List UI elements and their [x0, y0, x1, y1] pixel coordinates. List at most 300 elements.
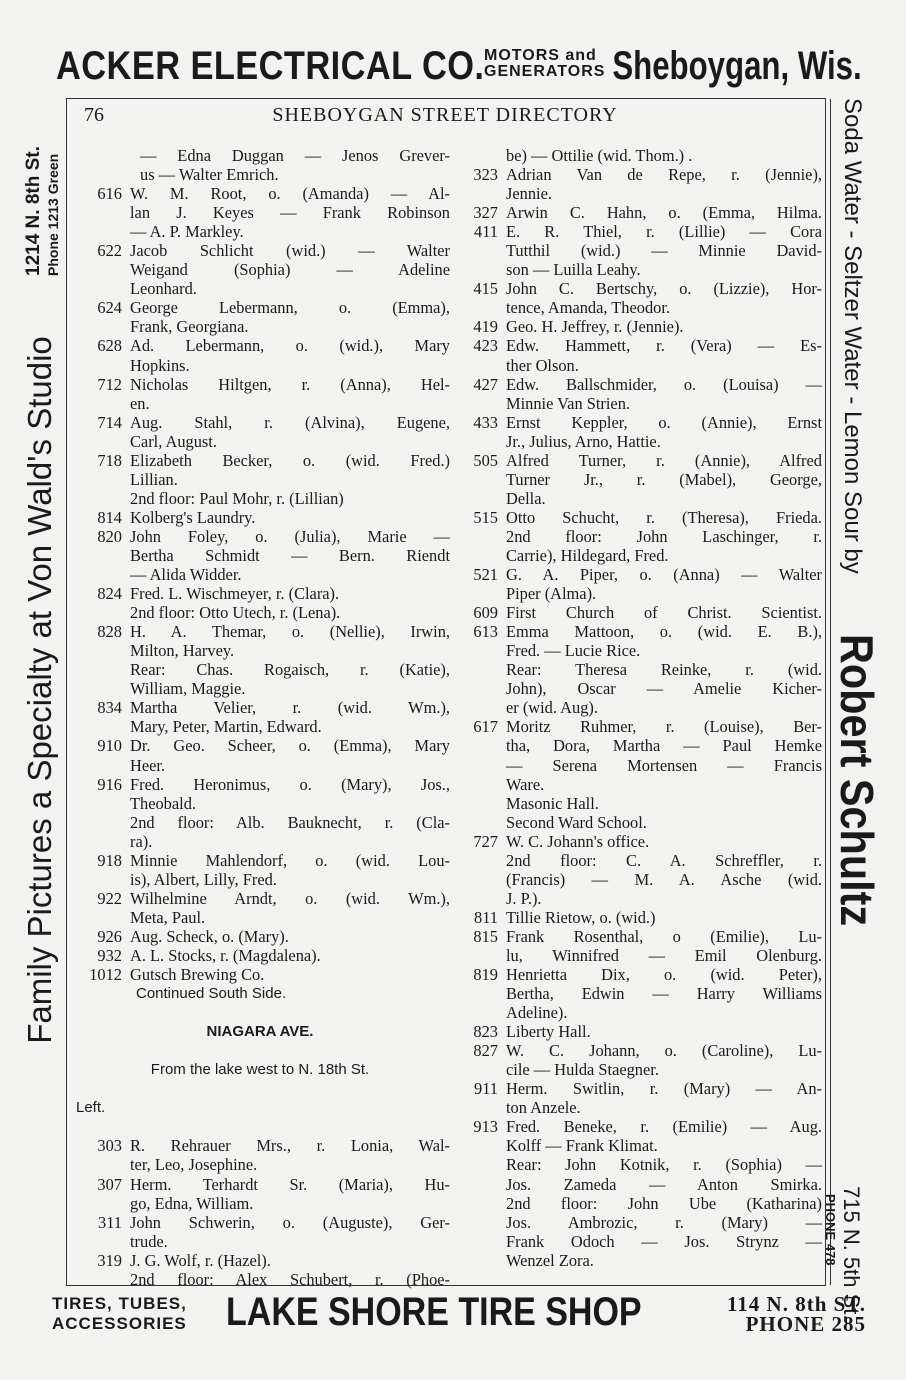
directory-line: [70, 717, 450, 736]
resident-text: ra).: [130, 831, 153, 851]
directory-line: [70, 165, 450, 184]
resident-text: John), Oscar — Amelie Kicher-: [506, 679, 822, 699]
resident-text: Minnie Van Strien.: [506, 393, 630, 413]
page-title: SHEBOYGAN STREET DIRECTORY: [272, 104, 618, 126]
house-number: 1012: [89, 965, 122, 985]
resident-text: Tutthil (wid.) — Minnie David-: [506, 241, 822, 261]
directory-line: [462, 1213, 822, 1232]
directory-line: [462, 851, 822, 870]
resident-text: Aug. Stahl, r. (Alvina), Eugene,: [130, 412, 450, 432]
directory-line: [70, 1270, 450, 1289]
resident-text: Fred. Heronimus, o. (Mary), Jos.,: [130, 774, 450, 794]
resident-text: Dr. Geo. Scheer, o. (Emma), Mary: [130, 736, 450, 756]
resident-text: is), Albert, Lilly, Fred.: [130, 869, 277, 889]
house-number: 918: [97, 850, 122, 870]
resident-text: en.: [130, 393, 150, 413]
house-number: 311: [98, 1212, 122, 1232]
house-number: 910: [97, 736, 122, 756]
directory-line: [462, 1060, 822, 1079]
directory-line: [462, 527, 822, 546]
resident-text: Nicholas Hiltgen, r. (Anna), Hel-: [130, 374, 450, 394]
directory-line: [462, 1194, 822, 1213]
resident-text: Minnie Mahlendorf, o. (wid. Lou-: [130, 850, 450, 870]
directory-line: [70, 889, 450, 908]
directory-line: [462, 679, 822, 698]
house-number: 814: [97, 507, 122, 527]
resident-text: G. A. Piper, o. (Anna) — Walter: [506, 565, 822, 585]
house-number: 307: [97, 1174, 122, 1194]
resident-text: Ware.: [506, 774, 545, 794]
directory-line: [70, 775, 450, 794]
resident-text: Kolberg's Laundry.: [130, 507, 256, 527]
directory-line: [462, 584, 822, 603]
house-number: 624: [97, 298, 122, 318]
directory-line: [462, 622, 822, 641]
resident-text: us — Walter Emrich.: [140, 165, 279, 185]
left-column: [70, 146, 450, 1289]
directory-line: [70, 698, 450, 717]
bottom-ad-contact: [727, 1294, 866, 1334]
house-number: 827: [473, 1041, 498, 1061]
directory-line: [70, 470, 450, 489]
house-number: 828: [97, 622, 122, 642]
house-number: 911: [474, 1079, 498, 1099]
directory-line: [70, 946, 450, 965]
resident-text: Liberty Hall.: [506, 1022, 591, 1042]
resident-text: ton Anzele.: [506, 1098, 581, 1118]
directory-line: [462, 279, 822, 298]
directory-line: [70, 146, 450, 165]
directory-line: [462, 298, 822, 317]
resident-text: 2nd floor: C. A. Schreffler, r.: [506, 850, 822, 870]
resident-text: Frank Rosenthal, o (Emilie), Lu-: [506, 926, 822, 946]
directory-line: [70, 870, 450, 889]
resident-text: Hopkins.: [130, 355, 190, 375]
resident-text: Bertha, Edwin — Harry Williams: [506, 984, 822, 1004]
directory-line: [70, 432, 450, 451]
directory-line: [462, 241, 822, 260]
resident-text: William, Maggie.: [130, 679, 246, 699]
resident-text: ther Olson.: [506, 355, 579, 375]
directory-line: [70, 984, 450, 1003]
resident-text: 2nd floor: Paul Mohr, r. (Lillian): [130, 488, 344, 508]
resident-text: First Church of Christ. Scientist.: [506, 603, 822, 623]
resident-text: Jr., Julius, Arno, Hattie.: [506, 431, 661, 451]
house-number: 609: [473, 603, 498, 623]
directory-line: [462, 432, 822, 451]
resident-text: NIAGARA AVE.: [206, 1023, 314, 1041]
resident-text: Wilhelmine Arndt, o. (wid. Wm.),: [130, 888, 450, 908]
directory-line: [462, 165, 822, 184]
resident-text: ter, Leo, Josephine.: [130, 1155, 258, 1175]
resident-text: cile — Hulda Staegner.: [506, 1060, 659, 1080]
resident-text: Aug. Scheck, o. (Mary).: [130, 926, 289, 946]
resident-text: Continued South Side.: [136, 985, 287, 1003]
house-number: 824: [97, 584, 122, 604]
left-ad-phone: Phone 1213 Green: [45, 153, 61, 276]
directory-line: [462, 260, 822, 279]
resident-text: Leonhard.: [130, 279, 197, 299]
resident-text: Alfred Turner, r. (Annie), Alfred: [506, 450, 822, 470]
house-number: 411: [474, 222, 498, 242]
house-number: 427: [473, 374, 498, 394]
directory-line: [70, 1251, 450, 1270]
resident-text: Gutsch Brewing Co.: [130, 965, 265, 985]
directory-line: [70, 451, 450, 470]
house-number: 819: [473, 965, 498, 985]
directory-line: [462, 1136, 822, 1155]
directory-line: [462, 736, 822, 755]
resident-text: Jos. Zameda — Anton Smirka.: [506, 1174, 822, 1194]
directory-line: [462, 356, 822, 375]
house-number: 811: [474, 907, 498, 927]
directory-line: [462, 698, 822, 717]
resident-text: be) — Ottilie (wid. Thom.) .: [506, 146, 693, 165]
top-advertisement: [48, 38, 868, 98]
right-ad-phone: PHONE 478: [823, 1194, 838, 1266]
house-number: 521: [473, 565, 498, 585]
bottom-ad-line1: TIRES, TUBES,: [52, 1294, 187, 1313]
directory-line: [70, 584, 450, 603]
resident-text: — Serena Mortensen — Francis: [506, 755, 822, 775]
directory-line: [462, 603, 822, 622]
resident-text: tha, Dora, Martha — Paul Hemke: [506, 736, 822, 756]
resident-text: E. R. Thiel, r. (Lillie) — Cora: [506, 222, 822, 242]
resident-text: trude.: [130, 1231, 168, 1251]
directory-line: [462, 775, 822, 794]
resident-text: Jacob Schlicht (wid.) — Walter: [130, 241, 450, 261]
directory-line: [462, 870, 822, 889]
resident-text: son — Luilla Leahy.: [506, 260, 641, 280]
resident-text: Left.: [76, 1099, 106, 1117]
resident-text: Moritz Ruhmer, r. (Louise), Ber-: [506, 717, 822, 737]
directory-line: [70, 508, 450, 527]
directory-line: [70, 641, 450, 660]
resident-text: lan J. Keyes — Frank Robinson: [130, 203, 450, 223]
left-ad-address: 1214 N. 8th St.: [23, 146, 44, 276]
resident-text: W. M. Root, o. (Amanda) — Al-: [130, 184, 450, 204]
resident-text: er (wid. Aug).: [506, 698, 598, 718]
directory-line: [70, 546, 450, 565]
house-number: 916: [97, 774, 122, 794]
resident-text: Ad. Lebermann, o. (wid.), Mary: [130, 336, 450, 356]
resident-text: Weigand (Sophia) — Adeline: [130, 260, 450, 280]
directory-line: [70, 260, 450, 279]
house-number: 419: [473, 317, 498, 337]
house-number: 515: [473, 507, 498, 527]
resident-text: From the lake west to N. 18th St.: [150, 1061, 370, 1079]
left-ad-contact: [0, 40, 61, 280]
resident-text: John Schwerin, o. (Auguste), Ger-: [130, 1212, 450, 1232]
directory-line: [70, 1003, 450, 1022]
directory-line: [70, 851, 450, 870]
right-ad-address: 715 N. 5th St.: [839, 1186, 864, 1321]
directory-line: [70, 794, 450, 813]
house-number: 922: [97, 888, 122, 908]
directory-line: [462, 336, 822, 355]
directory-line: [70, 1194, 450, 1213]
house-number: 727: [473, 831, 498, 851]
resident-text: John Foley, o. (Julia), Marie —: [130, 526, 450, 546]
directory-line: [70, 1117, 450, 1136]
directory-line: [70, 736, 450, 755]
directory-line: [70, 1155, 450, 1174]
resident-text: Frank, Georgiana.: [130, 317, 249, 337]
resident-text: Geo. H. Jeffrey, r. (Jennie).: [506, 317, 684, 337]
directory-line: [462, 794, 822, 813]
resident-text: Second Ward School.: [506, 812, 647, 832]
resident-text: Masonic Hall.: [506, 793, 599, 813]
directory-line: [462, 1117, 822, 1136]
resident-text: Rear: John Kotnik, r. (Sophia) —: [506, 1155, 822, 1175]
resident-text: Meta, Paul.: [130, 907, 206, 927]
directory-line: [70, 603, 450, 622]
house-number: 712: [97, 374, 122, 394]
directory-line: [70, 1136, 450, 1155]
directory-line: [70, 527, 450, 546]
house-number: 926: [97, 926, 122, 946]
resident-text: Frank Odoch — Jos. Strynz —: [506, 1231, 822, 1251]
directory-line: [70, 756, 450, 775]
resident-text: Carrie), Hildegard, Fred.: [506, 545, 669, 565]
resident-text: tence, Amanda, Theodor.: [506, 298, 671, 318]
bottom-advertisement: [52, 1290, 872, 1340]
directory-line: [462, 908, 822, 927]
resident-text: Edw. Ballschmider, o. (Louisa) —: [506, 374, 822, 394]
resident-text: — Edna Duggan — Jenos Grever-: [140, 146, 450, 165]
resident-text: H. A. Themar, o. (Nellie), Irwin,: [130, 622, 450, 642]
directory-line: [70, 908, 450, 927]
directory-line: [70, 489, 450, 508]
directory-line: [462, 1175, 822, 1194]
resident-text: Mary, Peter, Martin, Edward.: [130, 717, 322, 737]
directory-line: [462, 1155, 822, 1174]
directory-line: [70, 927, 450, 946]
house-number: 433: [473, 412, 498, 432]
resident-text: Arwin C. Hahn, o. (Emma, Hilma.: [506, 203, 822, 223]
resident-text: 2nd floor: John Ube (Katharina): [506, 1193, 822, 1213]
directory-line: [70, 565, 450, 584]
directory-line: [462, 813, 822, 832]
directory-line: [462, 451, 822, 470]
resident-text: Wenzel Zora.: [506, 1250, 594, 1270]
directory-line: [462, 1098, 822, 1117]
resident-text: George Lebermann, o. (Emma),: [130, 298, 450, 318]
directory-line: [462, 375, 822, 394]
house-number: 823: [473, 1022, 498, 1042]
resident-text: Kolff — Frank Klimat.: [506, 1136, 658, 1156]
resident-text: R. Rehrauer Mrs., r. Lonia, Wal-: [130, 1136, 450, 1156]
directory-line: [462, 546, 822, 565]
directory-line: [462, 184, 822, 203]
directory-line: [462, 394, 822, 413]
directory-line: [462, 146, 822, 165]
ad-city: Sheboygan, Wis.: [612, 44, 862, 88]
bottom-ad-line2: ACCESSORIES: [52, 1314, 187, 1333]
resident-text: W. C. Johann's office.: [506, 831, 650, 851]
directory-line: [462, 717, 822, 736]
directory-line: [462, 927, 822, 946]
directory-line: [70, 241, 450, 260]
directory-line: [70, 660, 450, 679]
resident-text: Carl, August.: [130, 431, 217, 451]
house-number: 622: [97, 241, 122, 261]
resident-text: J. P.).: [506, 888, 542, 908]
resident-text: Martha Velier, r. (wid. Wm.),: [130, 698, 450, 718]
page-number: 76: [84, 104, 104, 126]
directory-line: [462, 1232, 822, 1251]
directory-line: [462, 641, 822, 660]
directory-line: [70, 184, 450, 203]
resident-text: Jennie.: [506, 184, 552, 204]
resident-text: 2nd floor: Alex Schubert, r. (Phoe-: [130, 1269, 450, 1289]
directory-line: [70, 298, 450, 317]
directory-line: [70, 317, 450, 336]
directory-line: [70, 394, 450, 413]
bottom-ad-phone: PHONE 285: [745, 1312, 866, 1336]
resident-text: W. C. Johann, o. (Caroline), Lu-: [506, 1041, 822, 1061]
resident-text: Edw. Hammett, r. (Vera) — Es-: [506, 336, 822, 356]
directory-line: [462, 489, 822, 508]
house-number: 613: [473, 622, 498, 642]
house-number: 815: [473, 926, 498, 946]
directory-line: [462, 756, 822, 775]
right-advertisement: [823, 90, 886, 1321]
directory-line: [462, 1022, 822, 1041]
directory-line: [70, 279, 450, 298]
resident-text: J. G. Wolf, r. (Hazel).: [130, 1250, 271, 1270]
resident-text: Adeline).: [506, 1003, 568, 1023]
directory-line: [462, 965, 822, 984]
resident-text: 2nd floor: Otto Utech, r. (Lena).: [130, 603, 341, 623]
resident-text: Otto Schucht, r. (Theresa), Frieda.: [506, 507, 822, 527]
directory-line: [462, 1079, 822, 1098]
house-number: 628: [97, 336, 122, 356]
directory-line: [70, 413, 450, 432]
directory-line: [462, 1003, 822, 1022]
resident-text: Rear: Theresa Reinke, r. (wid.: [506, 660, 822, 680]
page-header: [66, 104, 824, 130]
directory-line: [70, 622, 450, 641]
directory-line: [462, 413, 822, 432]
resident-text: A. L. Stocks, r. (Magdalena).: [130, 945, 321, 965]
directory-line: [462, 1041, 822, 1060]
house-number: 327: [473, 203, 498, 223]
resident-text: Tillie Rietow, o. (wid.): [506, 907, 656, 927]
directory-line: [462, 203, 822, 222]
house-number: 718: [97, 450, 122, 470]
resident-text: Bertha Schmidt — Bern. Riendt: [130, 545, 450, 565]
directory-line: [462, 222, 822, 241]
resident-text: Heer.: [130, 755, 166, 775]
directory-line: [70, 1060, 450, 1079]
resident-text: Henrietta Dix, o. (wid. Peter),: [506, 965, 822, 985]
resident-text: 2nd floor: Alb. Bauknecht, r. (Cla-: [130, 812, 450, 832]
house-number: 323: [473, 165, 498, 185]
right-ad-text: Soda Water - Seltzer Water - Lemon Sour by: [839, 98, 866, 574]
directory-line: [70, 375, 450, 394]
bottom-ad-products: [52, 1294, 187, 1334]
house-number: 616: [97, 184, 122, 204]
house-number: 303: [97, 1136, 122, 1156]
directory-line: [70, 203, 450, 222]
resident-text: Elizabeth Becker, o. (wid. Fred.): [130, 450, 450, 470]
resident-text: Ernst Keppler, o. (Annie), Ernst: [506, 412, 822, 432]
directory-line: [70, 679, 450, 698]
resident-text: Piper (Alma).: [506, 584, 597, 604]
directory-line: [462, 1251, 822, 1270]
directory-line: [70, 965, 450, 984]
house-number: 913: [473, 1117, 498, 1137]
house-number: 617: [473, 717, 498, 737]
directory-line: [70, 356, 450, 375]
directory-line: [70, 1213, 450, 1232]
directory-line: [462, 470, 822, 489]
directory-line: [70, 1098, 450, 1117]
directory-line: [70, 813, 450, 832]
left-ad-text: Family Pictures a Specialty at Von Wald's Studio: [21, 336, 58, 1044]
directory-line: [70, 1022, 450, 1041]
house-number: 415: [473, 279, 498, 299]
house-number: 834: [97, 698, 122, 718]
resident-text: Fred. — Lucie Rice.: [506, 641, 641, 661]
resident-text: Adrian Van de Repe, r. (Jennie),: [506, 165, 822, 185]
ad-products: [484, 48, 605, 80]
resident-text: — A. P. Markley.: [130, 222, 244, 242]
resident-text: go, Edna, William.: [130, 1193, 254, 1213]
resident-text: — Alida Widder.: [130, 565, 242, 585]
right-column: [462, 146, 822, 1270]
resident-text: (Francis) — M. A. Asche (wid.: [506, 869, 822, 889]
directory-line: [70, 832, 450, 851]
right-ad-name: Robert Schultz: [831, 634, 883, 927]
bottom-ad-address: 114 N. 8th ST.: [726, 1292, 866, 1316]
resident-text: Emma Mattoon, o. (wid. E. B.),: [506, 622, 822, 642]
ad-products-line2: GENERATORS: [484, 63, 606, 80]
directory-line: [462, 317, 822, 336]
resident-text: Fred. L. Wischmeyer, r. (Clara).: [130, 584, 340, 604]
resident-text: Theobald.: [130, 793, 196, 813]
house-number: 423: [473, 336, 498, 356]
resident-text: John C. Bertschy, o. (Lizzie), Hor-: [506, 279, 822, 299]
directory-line: [462, 660, 822, 679]
house-number: 820: [97, 526, 122, 546]
directory-line: [70, 1232, 450, 1251]
directory-line: [462, 832, 822, 851]
house-number: 714: [97, 412, 122, 432]
resident-text: Turner Jr., r. (Mabel), George,: [506, 469, 822, 489]
resident-text: Rear: Chas. Rogaisch, r. (Katie),: [130, 660, 450, 680]
resident-text: Fred. Beneke, r. (Emilie) — Aug.: [506, 1117, 822, 1137]
directory-line: [70, 1041, 450, 1060]
directory-line: [462, 984, 822, 1003]
bottom-ad-shop: LAKE SHORE TIRE SHOP: [226, 1290, 642, 1334]
directory-line: [70, 222, 450, 241]
resident-text: Lillian.: [130, 469, 178, 489]
directory-line: [70, 1175, 450, 1194]
directory-line: [462, 508, 822, 527]
resident-text: 2nd floor: John Laschinger, r.: [506, 526, 822, 546]
house-number: 319: [97, 1250, 122, 1270]
house-number: 505: [473, 450, 498, 470]
resident-text: Herm. Switlin, r. (Mary) — An-: [506, 1079, 822, 1099]
directory-line: [70, 336, 450, 355]
directory-line: [462, 565, 822, 584]
directory-line: [70, 1079, 450, 1098]
ad-company-name: ACKER ELECTRICAL CO.: [56, 44, 485, 88]
resident-text: lu, Winnifred — Emil Olenburg.: [506, 945, 822, 965]
resident-text: Jos. Ambrozic, r. (Mary) —: [506, 1212, 822, 1232]
